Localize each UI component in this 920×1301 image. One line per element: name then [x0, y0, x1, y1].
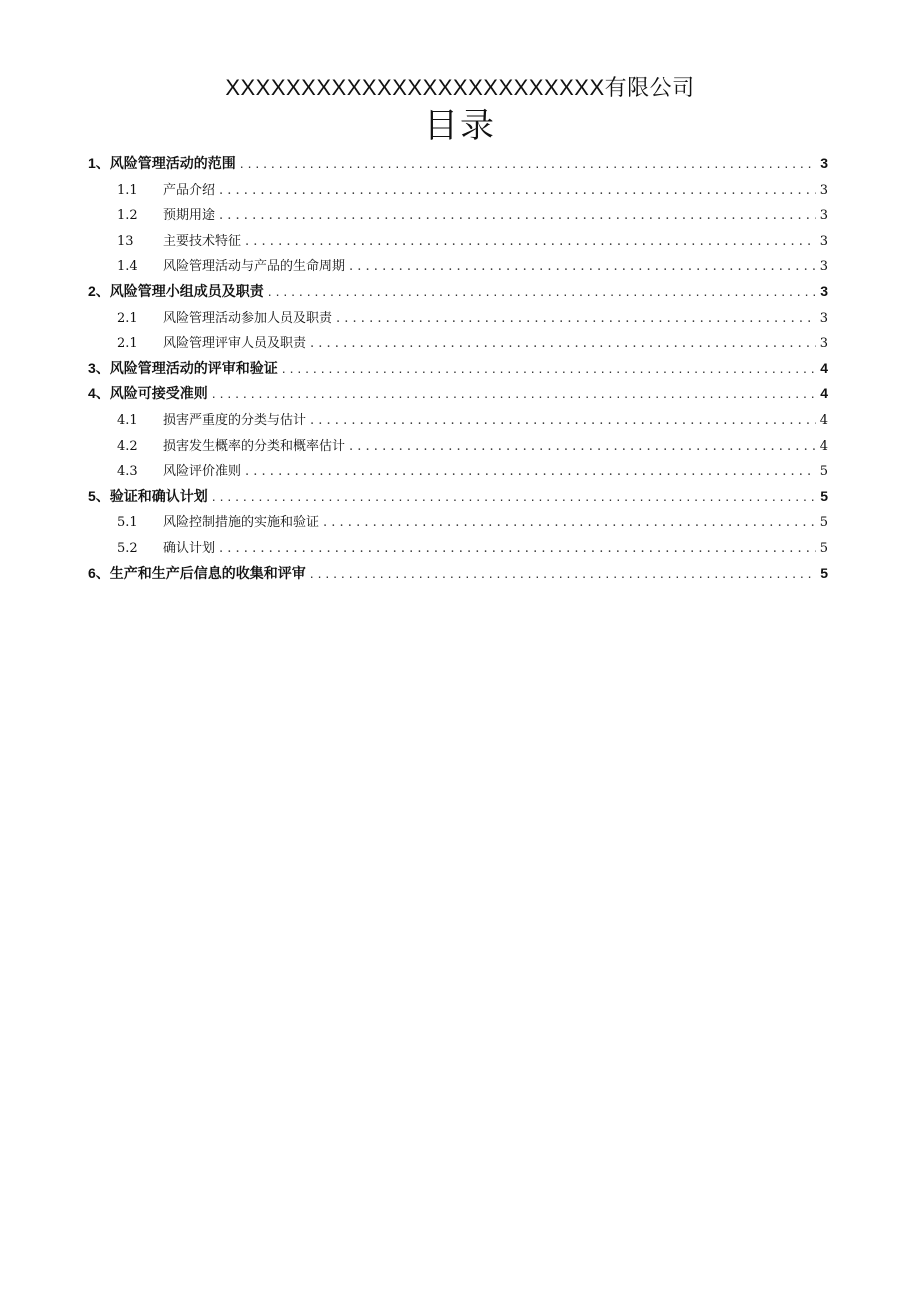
- toc-entry-label: 风险控制措施的实施和验证: [163, 515, 320, 531]
- toc-entry-section[interactable]: [88, 281, 828, 307]
- toc-entry-number: 4.1: [117, 412, 138, 428]
- toc-entry-number: 4.2: [117, 438, 138, 454]
- toc-dot-leader: [310, 413, 816, 428]
- toc-entry-section[interactable]: [88, 358, 828, 384]
- toc-entry-section[interactable]: [88, 383, 828, 409]
- toc-entry-number: 4、: [88, 385, 110, 402]
- toc-dot-leader: [349, 259, 816, 274]
- toc-entry-label: 损害严重度的分类与估计: [163, 412, 307, 428]
- toc-entry-section[interactable]: [88, 486, 828, 512]
- toc-entry-subsection[interactable]: [88, 332, 828, 358]
- toc-page-number: 5: [820, 487, 828, 504]
- toc-entry-number: 4.3: [117, 464, 138, 480]
- toc-entry-subsection[interactable]: [88, 511, 828, 537]
- toc-entry-label: 风险管理活动的范围: [109, 155, 236, 171]
- toc-entry-label: 预期用途: [163, 208, 216, 224]
- toc-dot-leader: [212, 488, 816, 504]
- toc-entry-label: 风险评价准则: [163, 464, 242, 480]
- toc-page-number: 5: [819, 515, 828, 531]
- toc-entry-number: 3、: [88, 359, 110, 376]
- toc-entry-number: 5.2: [117, 540, 138, 556]
- toc-dot-leader: [310, 565, 816, 581]
- toc-entry-number: 2.1: [117, 336, 138, 352]
- company-name: XXXXXXXXXXXXXXXXXXXXXXXXX有限公司: [225, 75, 695, 100]
- toc-dot-leader: [323, 515, 816, 530]
- toc-title: 目录: [424, 106, 496, 146]
- toc-page-number: 3: [820, 155, 828, 171]
- toc-entry-subsection[interactable]: [88, 460, 828, 486]
- toc-entry-number: 2.1: [117, 310, 138, 326]
- toc-entry-subsection[interactable]: [88, 255, 828, 281]
- toc-entry-label: 验证和确认计划: [109, 487, 208, 504]
- toc-entry-number: 1.1: [117, 182, 138, 198]
- toc-entry-subsection[interactable]: [88, 204, 828, 230]
- toc-entry-subsection[interactable]: [88, 409, 828, 435]
- toc-page-number: 5: [819, 464, 828, 480]
- toc-entry-label: 风险管理活动的评审和验证: [109, 359, 278, 376]
- toc-entry-label: 生产和生产后信息的收集和评审: [109, 564, 306, 581]
- toc-dot-leader: [336, 311, 816, 326]
- toc-page-number: 4: [820, 359, 828, 376]
- toc-entry-label: 风险管理评审人员及职责: [163, 336, 307, 352]
- toc-dot-leader: [219, 183, 816, 198]
- toc-entry-number: 5、: [88, 487, 110, 504]
- toc-page-number: 3: [819, 182, 828, 198]
- toc-page-number: 3: [819, 310, 828, 326]
- toc-dot-leader: [268, 283, 816, 299]
- toc-entry-section[interactable]: [88, 153, 828, 179]
- toc-dot-leader: [240, 155, 816, 171]
- toc-entry-label: 主要技术特征: [163, 233, 242, 249]
- toc-page-number: 3: [819, 259, 828, 275]
- toc-entry-number: 6、: [88, 564, 110, 581]
- toc-dot-leader: [282, 360, 816, 376]
- toc-entry-label: 风险管理活动参加人员及职责: [163, 310, 333, 326]
- toc-entry-subsection[interactable]: [88, 435, 828, 461]
- table-of-contents: [88, 153, 828, 588]
- toc-page-number: 4: [819, 438, 828, 454]
- toc-entry-section[interactable]: [88, 563, 828, 589]
- toc-dot-leader: [245, 464, 816, 479]
- toc-entry-label: 产品介绍: [163, 182, 216, 198]
- toc-page-number: 3: [819, 208, 828, 224]
- toc-entry-label: 风险管理小组成员及职责: [109, 282, 264, 299]
- toc-dot-leader: [349, 439, 816, 454]
- toc-dot-leader: [310, 336, 816, 351]
- toc-entry-number: 13: [117, 233, 134, 249]
- toc-dot-leader: [219, 208, 816, 223]
- toc-entry-subsection[interactable]: [88, 179, 828, 205]
- toc-page-number: 3: [820, 282, 828, 299]
- toc-entry-subsection[interactable]: [88, 537, 828, 563]
- toc-dot-leader: [245, 234, 816, 249]
- toc-dot-leader: [219, 541, 816, 556]
- toc-page-number: 5: [819, 540, 828, 556]
- toc-entry-subsection[interactable]: [88, 307, 828, 333]
- toc-entry-number: 1、: [88, 155, 110, 171]
- toc-entry-subsection[interactable]: [88, 230, 828, 256]
- toc-entry-label: 风险可接受准则: [109, 385, 208, 402]
- toc-entry-number: 5.1: [117, 515, 138, 531]
- toc-entry-label: 损害发生概率的分类和概率估计: [163, 438, 346, 454]
- toc-page-number: 3: [819, 233, 828, 249]
- toc-page-number: 5: [820, 564, 828, 581]
- toc-entry-number: 1.2: [117, 208, 138, 224]
- toc-entry-label: 风险管理活动与产品的生命周期: [163, 259, 346, 275]
- toc-page-number: 4: [820, 385, 828, 402]
- toc-page-number: 4: [819, 412, 828, 428]
- toc-page-number: 3: [819, 336, 828, 352]
- toc-entry-number: 1.4: [117, 259, 138, 275]
- toc-entry-label: 确认计划: [163, 540, 216, 556]
- toc-entry-number: 2、: [88, 282, 110, 299]
- toc-dot-leader: [212, 385, 816, 401]
